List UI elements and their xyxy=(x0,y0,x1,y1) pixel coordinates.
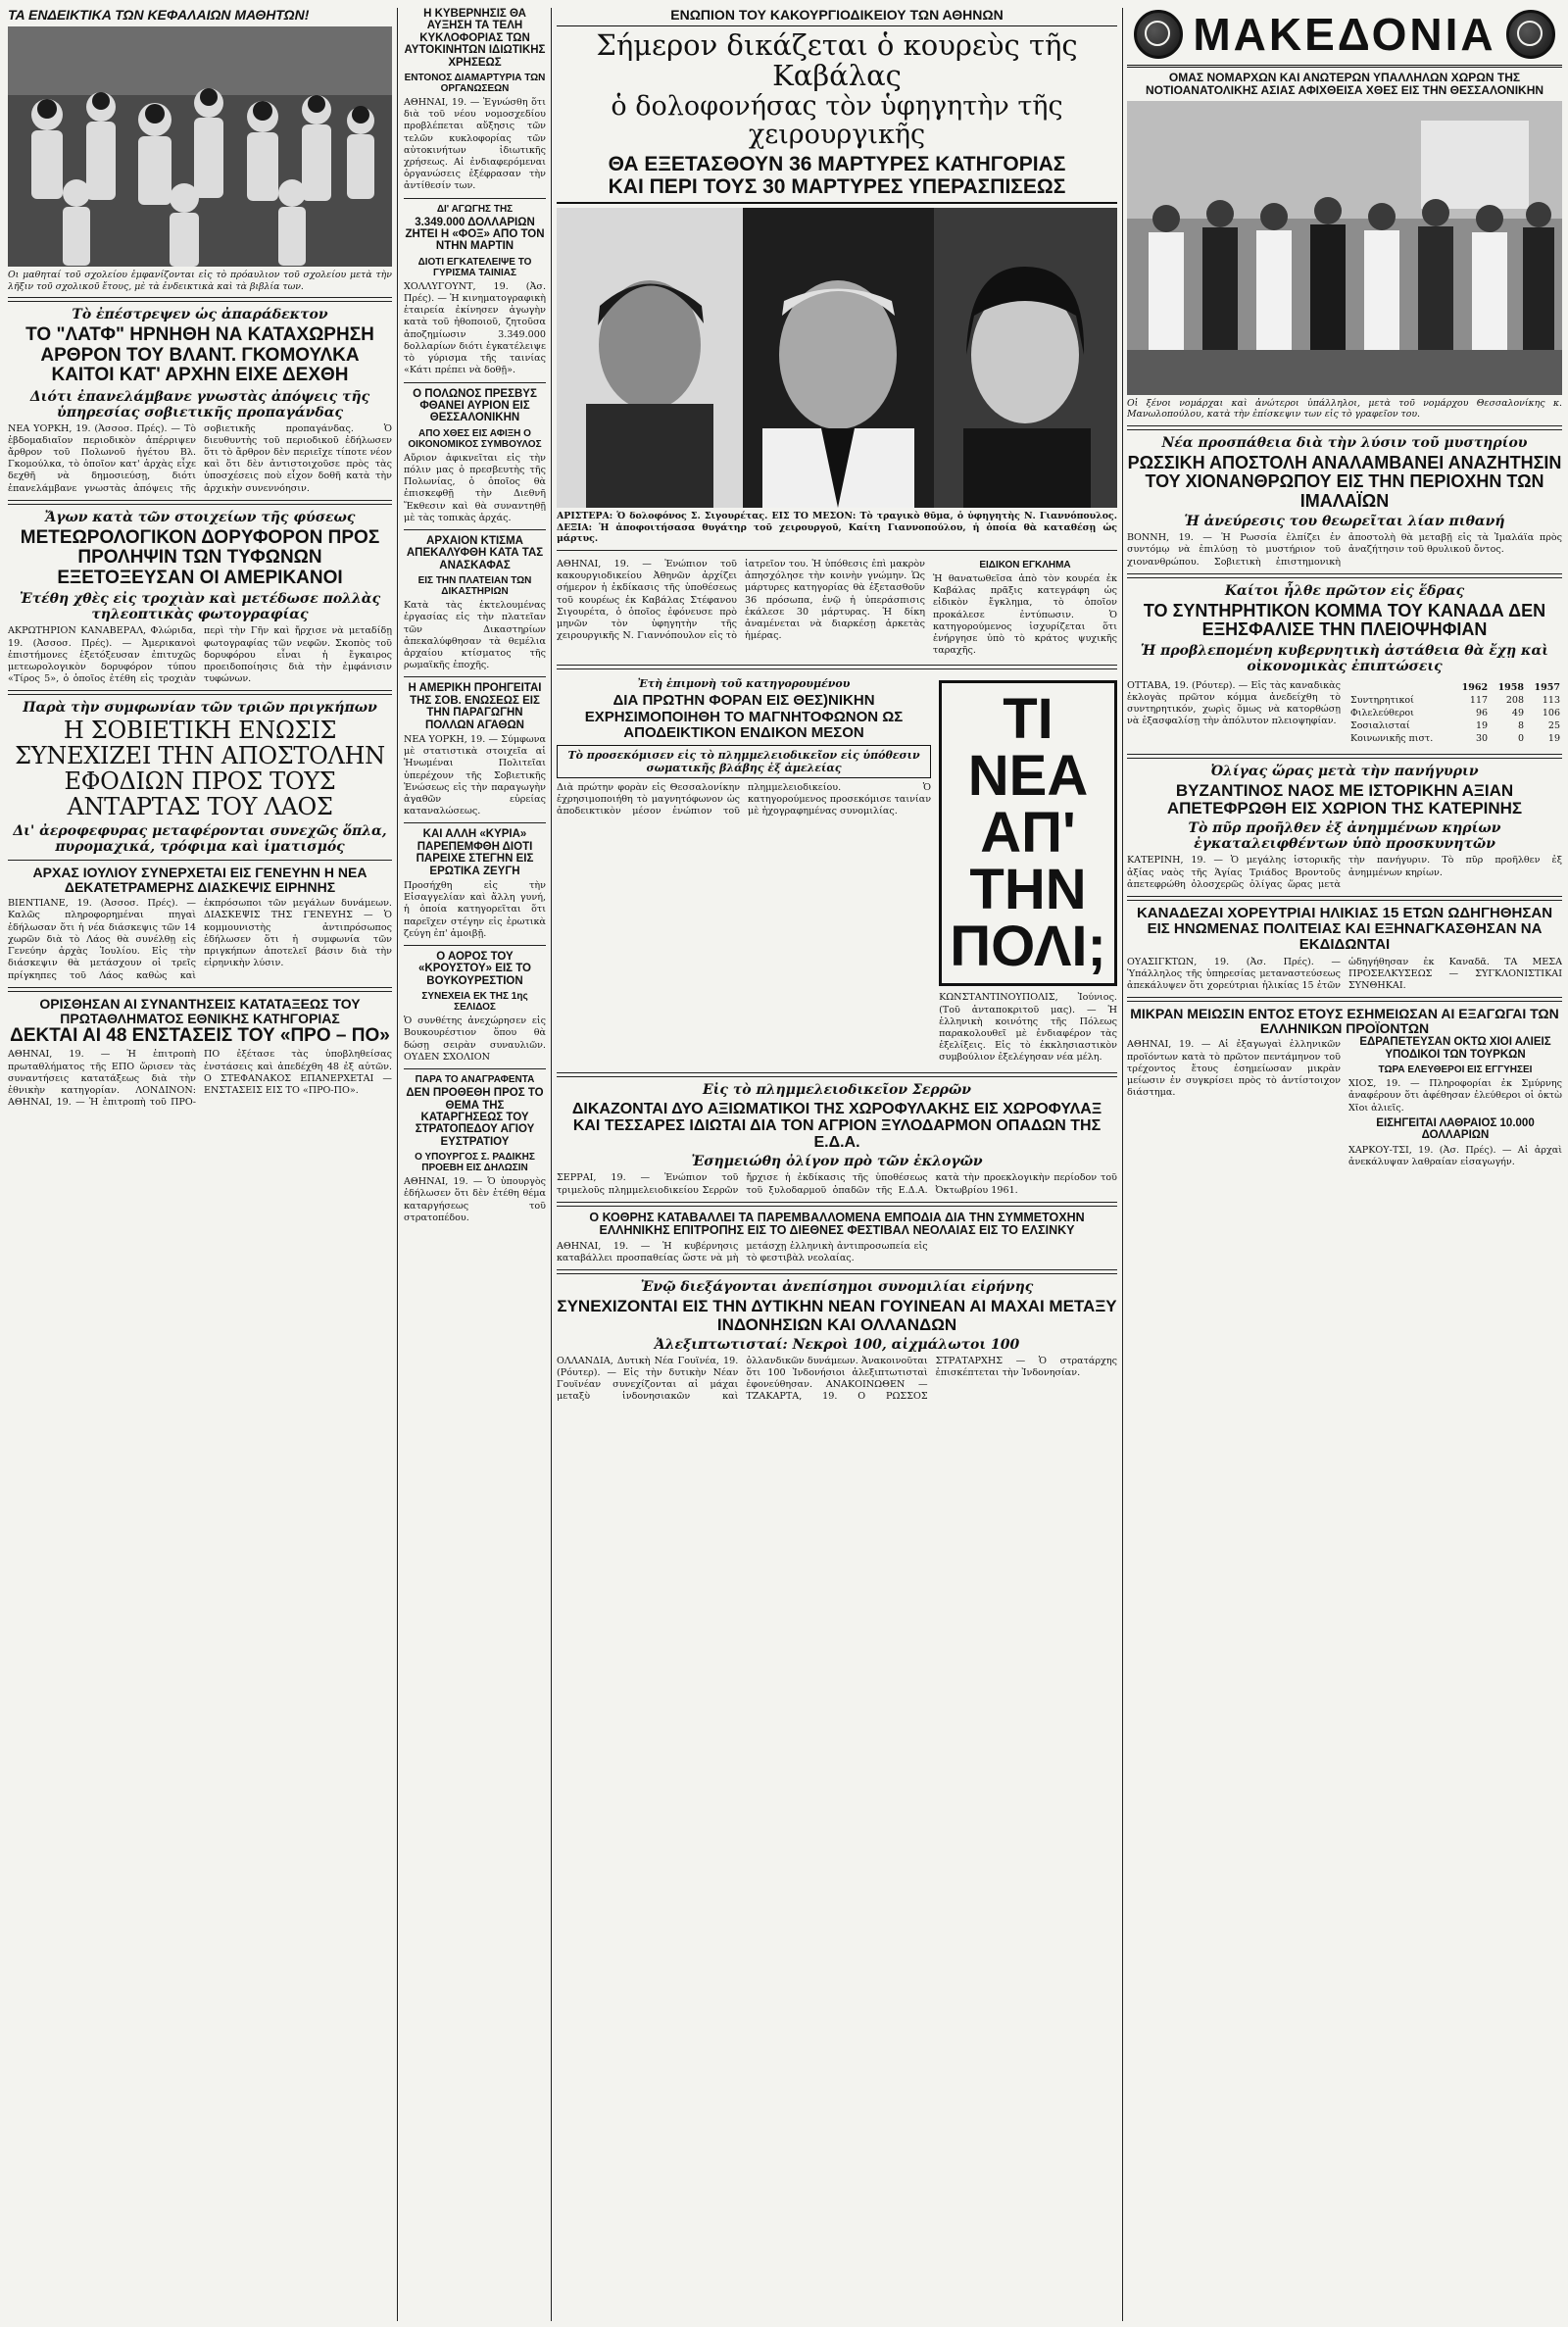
story-headline: ΣΥΝΕΧΙΖΟΝΤΑΙ ΕΙΣ ΤΗΝ ΔΥΤΙΚΗΝ ΝΕΑΝ ΓΟΥΙΝΕΑΝ ΑΙ ΜΑΧΑΙ ΜΕΤΑΞΥ ΙΝΔΟΝΗΣΙΩΝ ΚΑΙ ΟΛΛΑΝΔΩΝ xyxy=(557,1297,1117,1334)
story-body: ΑΘΗΝΑΙ, 19. — Ἡ κυβέρνησις καταβάλλει προσπαθείας ὥστε νὰ μὴ μετάσχῃ ἑλληνικὴ ἀντιπροσωπεία εἰς τὸ φεστιβὰλ νεολαίας. xyxy=(557,1240,928,1263)
story-body: ΒΟΝΝΗ, 19. — Ἡ Ρωσσία ἐλπίζει ἐν συντόμῳ νὰ ἐπιλύσῃ τὸ μυστήριον τοῦ χιονανθρώπου. Σοβιετικὴ ἐπιστημονικὴ ἀποστολὴ θὰ μεταβῇ εἰς τὰ Ἱμαλάϊα πρὸς ἀναζήτησιν τοῦ θρυλικοῦ ὄντος. xyxy=(1127,532,1562,568)
city-news-title: ΤΙ ΝΕΑ ΑΠ' ΤΗΝ ΠΟΛΙ; xyxy=(939,680,1117,986)
photo-caption: Οἱ ξένοι νομάρχαι καὶ ἀνώτεροι ὑπάλληλοι, μετὰ τοῦ νομάρχου Θεσσαλονίκης κ. Μανωλοπούλου, κατὰ τὴν ἐπίσκεψιν των εἰς τὸ γραφεῖον του. xyxy=(1127,397,1562,421)
column-3 xyxy=(557,8,1117,2321)
story-deck: Ἀλεξιπτωτισταί: Νεκροὶ 100, αἰχμάλωτοι 100 xyxy=(654,1336,1020,1353)
lead-kicker: ΕΝΩΠΙΟΝ ΤΟΥ ΚΑΚΟΥΡΓΙΟΔΙΚΕΙΟΥ ΤΩΝ ΑΘΗΝΩΝ xyxy=(557,8,1117,26)
trial-photo xyxy=(557,208,1117,508)
story-subhead: Ἐνῷ διεξάγονται ἀνεπίσημοι συνομιλίαι εἰρήνης xyxy=(640,1279,1034,1296)
divider xyxy=(404,1068,546,1069)
story-body: Ὁ συνθέτης ἀνεχώρησεν εἰς Βουκουρέστιον ὅπου θὰ δώσῃ σειρὰν συναυλιῶν. ΟΥΔΕΝ ΣΧΟΛΙΟΝ xyxy=(404,1015,546,1063)
story-body: ΑΚΡΩΤΗΡΙΟΝ ΚΑΝΑΒΕΡΑΛ, Φλώριδα, 19. (Ἀσσοσ. Πρές). — Ἀμερικανοὶ ἐπιστήμονες ἐξετόξευσαν ἐπιτυχῶς μετεωρολογικὸν δορυφόρον τύπου «Τίρος 5», ὁ ὁποῖος ἐτέθη εἰς τροχιὰν περὶ τὴν Γῆν καὶ ἤρχισε νὰ μεταδίδῃ φωτογραφίας τῶν νεφῶν. Σκοπὸς τοῦ δορυφόρου εἶναι ἡ ἔγκαιρος προειδοποίησις διὰ τὴν ἐμφάνισιν τυφώνων. xyxy=(8,625,392,685)
divider xyxy=(8,860,392,861)
story-deck: Διότι ἐπανελάμβανε γνωστὰς ἀπόψεις τῆς ὑπηρεσίας σοβιετικῆς προπαγάνδας xyxy=(29,388,370,421)
lead-deck: ΘΑ ΕΞΕΤΑΣΘΟΥΝ 36 ΜΑΡΤΥΡΕΣ ΚΑΤΗΓΟΡΙΑΣ xyxy=(608,153,1066,176)
divider xyxy=(8,297,392,302)
story-body: ΟΛΛΑΝΔΙΑ, Δυτικὴ Νέα Γουϊνέα, 19. (Ρόυτερ). — Εἰς τὴν δυτικὴν Νέαν Γουϊνέαν συνεχίζονται αἱ μάχαι μεταξὺ ἰνδονησιακῶν καὶ ὀλλανδικῶν δυνάμεων. Ἀνακοινοῦται ὅτι 100 Ἰνδονήσιοι ἀλεξιπτωτισταὶ ἐφονεύθησαν. ΑΝΑΚΟΙΝΩΘΕΝ — ΤΖΑΚΑΡΤΑ, 19. Ο ΡΩΣΣΟΣ ΣΤΡΑΤΑΡΧΗΣ — Ὁ στρατάρχης ἐπισκέπτεται τὴν Ἰνδονησίαν. xyxy=(557,1355,1117,1403)
story-headline: ΚΑΙ ΑΛΛΗ «ΚΥΡΙΑ» ΠΑΡΕΠΕΜΦΘΗ ΔΙΟΤΙ ΠΑΡΕΙΧΕ ΣΤΕΓΗΝ ΕΙΣ ΕΡΩΤΙΚΑ ΖΕΥΓΗ xyxy=(416,828,534,877)
story-subhead: ΔΙΟΤΙ ΕΓΚΑΤΕΛΕΙΨΕ ΤΟ ΓΥΡΙΣΜΑ ΤΑΙΝΙΑΣ xyxy=(417,256,532,278)
table-row xyxy=(1348,719,1562,732)
column-rule xyxy=(397,8,398,2321)
students-photo-image xyxy=(8,26,392,267)
officials-photo xyxy=(1127,101,1562,395)
photo-caption: Οι μαθηταί τοῦ σχολείου ἐμφανίζονται εἰς τὸ πρόαυλιον τοῦ σχολείου μετὰ τὴν λῆξιν τοῦ σχολικοῦ ἔτους, μὲ τὰ ἐνδεικτικὰ καὶ τὰ βιβλία των. xyxy=(8,270,392,292)
story-headline: ΔΕΝ ΠΡΟΘΕΘΗ ΠΡΟΣ ΤΟ ΘΕΜΑ ΤΗΣ ΚΑΤΑΡΓΗΣΕΩΣ ΤΟΥ ΣΤΡΑΤΟΠΕΔΟΥ ΑΓΙΟΥ ΕΥΣΤΡΑΤΙΟΥ xyxy=(406,1087,544,1148)
story-body: ΟΤΤΑΒΑ, 19. (Ρόυτερ). — Εἰς τὰς καναδικὰς ἐκλογὰς πρῶτον κόμμα ἀνεδείχθη τὸ συντηρητικόν, χωρὶς ὅμως νὰ κατορθώσῃ νὰ ἐξασφαλίσῃ τὴν ἀπόλυτον πλειοψηφίαν. xyxy=(1127,679,1341,727)
story-subhead: ΑΠΟ ΧΘΕΣ ΕΙΣ ΑΦΙΞΗ Ο ΟΙΚΟΝΟΜΙΚΟΣ ΣΥΜΒΟΥΛΟΣ xyxy=(408,427,542,450)
table-cell: Σοσιαλισταί xyxy=(1350,719,1410,731)
story-headline: ΡΩΣΣΙΚΗ ΑΠΟΣΤΟΛΗ ΑΝΑΛΑΜΒΑΝΕΙ ΑΝΑΖΗΤΗΣΙΝ ΤΟΥ ΧΙΟΝΑΝΘΡΩΠΟΥ ΕΙΣ ΤΗΝ ΠΕΡΙΟΧΗΝ ΤΩΝ ΙΜΑΛΑΪΩΝ xyxy=(1127,452,1562,511)
divider xyxy=(404,822,546,823)
table-cell: Φιλελεύθεροι xyxy=(1350,707,1414,718)
story-subhead: ΕΙΔΙΚΟΝ ΕΓΚΛΗΜΑ xyxy=(979,559,1071,570)
table-cell: 19 xyxy=(1547,732,1560,744)
officials-photo-image xyxy=(1127,101,1562,395)
divider xyxy=(557,1269,1117,1274)
masthead xyxy=(1127,8,1562,68)
story-headline: ΤΟ "ΛΑΤΦ" ΗΡΝΗΘΗ ΝΑ ΚΑΤΑΧΩΡΗΣΗ ΑΡΘΡΟΝ ΤΟΥ ΒΛΑΝΤ. ΓΚΟΜΟΥΛΚΑ ΚΑΙΤΟΙ ΚΑΤ' ΑΡΧΗΝ ΕΙΧΕ ΔΕΧΘΗ xyxy=(25,324,374,386)
divider xyxy=(1127,754,1562,759)
divider xyxy=(404,676,546,677)
photo-headline: ΟΜΑΣ ΝΟΜΑΡΧΩΝ ΚΑΙ ΑΝΩΤΕΡΩΝ ΥΠΑΛΛΗΛΩΝ ΧΩΡΩΝ ΤΗΣ ΝΟΤΙΟΑΝΑΤΟΛΙΚΗΣ ΑΣΙΑΣ ΑΦΙΧΘΕΙΣΑ ΧΘΕΣ ΕΙΣ ΤΗΝ ΘΕΣΣΑΛΟΝΙΚΗΝ xyxy=(1145,71,1544,97)
table-cell: 1958 xyxy=(1497,681,1525,693)
story-body: ΑΘΗΝΑΙ, 19. — Αἱ ἐξαγωγαὶ ἑλληνικῶν προϊόντων κατὰ τὸ πρῶτον πεντάμηνον τοῦ τρέχοντος ἔτους ἐσημείωσαν μικρὰν μείωσιν ἐν συγκρίσει πρὸς τὸ ἀντίστοιχον διάστημα. xyxy=(1127,1039,1341,1099)
story-subhead: ΕΝΤΟΝΟΣ ΔΙΑΜΑΡΤΥΡΙΑ ΤΩΝ ΟΡΓΑΝΩΣΕΩΝ xyxy=(404,73,546,95)
canada-story xyxy=(1127,677,1562,749)
story-kicker: ΠΑΡΑ ΤΟ ΑΝΑΓΡΑΦΕΝΤΑ xyxy=(415,1074,535,1086)
divider xyxy=(1127,997,1562,1002)
story-headline: 3.349.000 ΔΟΛΛΑΡΙΩΝ ΖΗΤΕΙ Η «ΦΟΞ» ΑΠΟ ΤΟΝ ΝΤΗΝ ΜΑΡΤΙΝ xyxy=(405,216,545,253)
story-body: ΚΩΝΣΤΑΝΤΙΝΟΥΠΟΛΙΣ, Ἰούνιος. (Τοῦ ἀνταποκριτοῦ μας). — Ἡ ἑλληνικὴ κοινότης τῆς Πόλεως παρακολουθεῖ μὲ ἐνδιαφέρον τὰς ἐξελίξεις. Εἰς τὸ ἐκκλησιαστικὸν συμβούλιον ἐξελέγησαν νέα μέλη. xyxy=(939,992,1117,1064)
story-body: ΑΘΗΝΑΙ, 19. — Ὁ ὑπουργὸς ἐδήλωσεν ὅτι δὲν ἐτέθη θέμα καταργήσεως τοῦ στρατοπέδου. xyxy=(404,1176,546,1223)
story-body: ΑΘΗΝΑΙ, 19. — Ἡ ἐπιτροπὴ πρωταθλήματος τῆς ΕΠΟ ὥρισεν τὰς συναντήσεις κατατάξεως διὰ τὴν ἐθνικὴν κατηγορίαν. ΛΟΝΔΙΝΟΝ: ΑΘΗΝΑΙ, 19. — Ἡ ἐπιτροπὴ τοῦ ΠΡΟ-ΠΟ ἐξέτασε τὰς ὑποβληθείσας ἐνστάσεις καὶ ἀπεδέχθη 48 ἐξ αὐτῶν. Ο ΣΤΕΦΑΝΑΚΟΣ ΕΠΑΝΕΡΧΕΤΑΙ — ΕΝΣΤΑΣΕΙΣ ΕΙΣ ΤΟ «ΠΡΟ-ΠΟ». xyxy=(8,1049,392,1109)
table-cell: Συντηρητικοί xyxy=(1350,694,1414,706)
story-deck: Ἡ προβλεπομένη κυβερνητικὴ ἀστάθεια θὰ ἔχῃ καὶ οἰκονομικὰς ἐπιπτώσεις xyxy=(1140,642,1549,674)
divider xyxy=(404,382,546,383)
divider xyxy=(557,1202,1117,1207)
lower-block xyxy=(557,674,1117,1066)
table-row xyxy=(1348,694,1562,707)
table-row xyxy=(1348,732,1562,745)
photo-headline: ΤΑ ΕΝΔΕΙΚΤΙΚΑ ΤΩΝ ΚΕΦΑΛΑΙΩΝ ΜΑΘΗΤΩΝ! xyxy=(8,8,310,23)
story-headline: ΑΡΧΑΙΟΝ ΚΤΙΣΜΑ ΑΠΕΚΑΛΥΦΘΗ ΚΑΤΑ ΤΑΣ ΑΝΑΣΚΑΦΑΣ xyxy=(406,534,544,571)
globe-logo-icon xyxy=(1506,10,1555,59)
story-subhead: Ὀλίγας ὥρας μετὰ τὴν πανήγυριν xyxy=(1210,763,1479,779)
table-header-row xyxy=(1348,681,1562,694)
table-cell: 0 xyxy=(1517,732,1525,744)
story-headline: ΑΡΧΑΣ ΙΟΥΛΙΟΥ ΣΥΝΕΡΧΕΤΑΙ ΕΙΣ ΓΕΝΕΥΗΝ Η ΝΕΑ ΔΕΚΑΤΕΤΡΑΜΕΡΗΣ ΔΙΑΣΚΕΨΙΣ ΕΙΡΗΝΗΣ xyxy=(32,865,368,896)
story-headline-2: ΔΕΚΤΑΙ ΑΙ 48 ΕΝΣΤΑΣΕΙΣ ΤΟΥ «ΠΡΟ – ΠΟ» xyxy=(10,1024,390,1046)
table-cell: 8 xyxy=(1517,719,1525,731)
story-headline: ΕΙΣΗΓΕΙΤΑΙ ΛΑΘΡΑΙΟΣ 10.000 ΔΟΛΛΑΡΙΩΝ xyxy=(1376,1116,1535,1142)
tape-story xyxy=(557,674,931,1066)
story-subhead: Τὸ ἐπέστρεψεν ὡς ἀπαράδεκτον xyxy=(72,307,328,323)
story-kicker: ΔΙ' ΑΓΩΓΗΣ ΤΗΣ xyxy=(436,203,514,215)
divider xyxy=(1127,425,1562,430)
trade-block xyxy=(1127,1036,1562,1171)
story-headline: Ο ΑΟΡΟΣ ΤΟΥ «ΚΡΟΥΣΤΟΥ» ΕΙΣ ΤΟ ΒΟΥΚΟΥΡΕΣΤΙΟΝ xyxy=(418,951,531,987)
lead-headline-2: ὁ δολοφονήσας τὸν ὑφηγητὴν τῆς χειρουργικῆς xyxy=(611,90,1063,150)
table-cell: 25 xyxy=(1547,719,1560,731)
divider xyxy=(1127,896,1562,901)
story-headline: Η ΑΜΕΡΙΚΗ ΠΡΟΗΓΕΙΤΑΙ ΤΗΣ ΣΟΒ. ΕΝΩΣΕΩΣ ΕΙΣ ΤΗΝ ΠΑΡΑΓΩΓΗΝ ΠΟΛΛΩΝ ΑΓΑΘΩΝ xyxy=(408,682,542,731)
story-subhead: ΕΙΣ ΤΗΝ ΠΛΑΤΕΙΑΝ ΤΩΝ ΔΙΚΑΣΤΗΡΙΩΝ xyxy=(417,575,532,598)
photo-caption: ΑΡΙΣΤΕΡΑ: Ὁ δολοφόνος Σ. Σιγουρέτας. ΕΙΣ ΤΟ ΜΕΣΟΝ: Τὸ τραγικὸ θῦμα, ὁ ὑφηγητὴς Ν. Γιαννόπουλος. ΔΕΞΙΑ: Ἡ ἀποφοιτήσασα θυγάτηρ τοῦ χειρουργοῦ, Καίτη Γιαννοπούλου, ἡ ὁποία θὰ καταθέσῃ ὡς μάρτυς. xyxy=(557,511,1117,545)
table-cell: 1957 xyxy=(1534,681,1560,693)
table-cell: 113 xyxy=(1542,694,1560,706)
story-deck: Ἐτέθη χθὲς εἰς τροχιὰν καὶ μετέδωσε πολλὰς τηλεοπτικὰς φωτογραφίας xyxy=(19,591,381,623)
story-headline: ΜΕΤΕΩΡΟΛΟΓΙΚΟΝ ΔΟΡΥΦΟΡΟΝ ΠΡΟΣ ΠΡΟΛΗΨΙΝ ΤΩΝ ΤΥΦΩΝΩΝ ΕΞΕΤΟΞΕΥΣΑΝ ΟΙ ΑΜΕΡΙΚΑΝΟΙ xyxy=(20,526,380,588)
story-body: Κατὰ τὰς ἐκτελουμένας ἐργασίας εἰς τὴν πλατεῖαν τῶν Δικαστηρίων ἀπεκαλύφθησαν τὰ θεμέλια ἀρχαίου κτίσματος τῆς ρωμαϊκῆς ἐποχῆς. xyxy=(404,600,546,671)
story-body: ΝΕΑ ΥΟΡΚΗ, 19. — Σύμφωνα μὲ στατιστικὰ στοιχεῖα αἱ Ἡνωμέναι Πολιτεῖαι ὑπερέχουν τῆς Σοβιετικῆς Ἑνώσεως εἰς τὴν παραγωγὴν ἀγαθῶν εὐρείας καταναλώσεως. xyxy=(404,734,546,817)
story-subhead: ΤΩΡΑ ΕΛΕΥΘΕΡΟΙ ΕΙΣ ΕΓΓΥΗΣΕΙ xyxy=(1378,1064,1533,1076)
divider xyxy=(8,987,392,992)
students-photo xyxy=(8,26,392,267)
table-cell: 19 xyxy=(1475,719,1489,731)
story-body: ΚΑΤΕΡΙΝΗ, 19. — Ὁ μεγάλης ἱστορικῆς ἀξίας ναὸς τῆς Ἁγίας Τριάδος Βροντοῦς ἀπετεφρώθη ὀλοσχερῶς ὀλίγας ὥρας μετὰ τὴν πανήγυριν. Τὸ πῦρ προῆλθεν ἐξ ἀνημμένων κηρίων. xyxy=(1127,855,1562,890)
story-body: Προσήχθη εἰς τὴν Εἰσαγγελίαν καὶ ἄλλη γυνή, ἡ ὁποία κατηγορεῖται ὅτι παρεῖχεν στέγην εἰς ἐρωτικὰ ζεύγη ἐπ' ἀμοιβῇ. xyxy=(404,880,546,939)
story-body: Διὰ πρώτην φορὰν εἰς Θεσσαλονίκην ἐχρησιμοποιήθη τὸ μαγνητόφωνον ὡς ἀποδεικτικὸν μέσον ἐνώπιον τοῦ πλημμελειοδικείου. Ὁ κατηγορούμενος προσεκόμισε ταινίαν μὲ ἠχογραφημένας συνομιλίας. xyxy=(557,781,932,817)
story-subhead: Ο ΥΠΟΥΡΓΟΣ Σ. ΡΑΔΙΚΗΣ ΠΡΟΕΒΗ ΕΙΣ ΔΗΛΩΣΙΝ xyxy=(415,1152,535,1174)
story-deck: Τὸ πῦρ προῆλθεν ἐξ ἀνημμένων κηρίων ἐγκαταλειφθέντων ὑπὸ προσκυνητῶν xyxy=(1188,820,1501,853)
lead-headline: Σήμερον δικάζεται ὁ κουρεὺς τῆς Καβάλας xyxy=(596,28,1078,93)
divider xyxy=(8,500,392,505)
story-subhead: Καίτοι ἦλθε πρῶτον εἰς ἕδρας xyxy=(1224,582,1465,599)
trial-photo-image xyxy=(557,208,1117,508)
divider xyxy=(1127,573,1562,578)
divider xyxy=(557,665,1117,669)
story-body: ΑΘΗΝΑΙ, 19. — Ἐνώπιον τοῦ κακουργιοδικείου Ἀθηνῶν ἀρχίζει σήμερον ἡ ἐκδίκασις τῆς ὑποθέσεως τοῦ κουρέως ἐκ Καβάλας Στέφανου Σιγουρέτα, ὁ ὁποῖος ἐφόνευσε πρὸ μηνῶν τὸν ὑφηγητὴν τῆς χειρουργικῆς Ν. Γιαννόπουλον εἰς τὸ ἰατρεῖον του. Ἡ ὑπόθεσις ἐπὶ μακρὸν ἀπησχόλησε τὴν κοινὴν γνώμην. Ὡς μάρτυρες κατηγορίας θὰ ἐξετασθοῦν 36 πρόσωπα, ἐνῷ ἡ ὑπεράσπισις ἐκάλεσε 30 μάρτυρας. Ἡ δίκη ἀναμένεται νὰ διαρκέσῃ ἀρκετὰς ἡμέρας. xyxy=(557,558,925,642)
table-cell xyxy=(1348,681,1453,694)
story-deck: Δι' ἀεροφεφυρας μεταφέρονται συνεχῶς ὅπλα, πυρομαχικά, τρόφιμα καὶ ἱματισμός xyxy=(13,823,387,856)
story-headline: ΒΥΖΑΝΤΙΝΟΣ ΝΑΟΣ ΜΕ ΙΣΤΟΡΙΚΗΝ ΑΞΙΑΝ ΑΠΕΤΕΦΡΩΘΗ ΕΙΣ ΧΩΡΙΟΝ ΤΗΣ ΚΑΤΕΡΙΝΗΣ xyxy=(1166,780,1523,818)
story-subhead: Νέα προσπάθεια διὰ τὴν λύσιν τοῦ μυστηρίου xyxy=(1161,434,1528,451)
story-headline: ΔΙΑ ΠΡΩΤΗΝ ΦΟΡΑΝ ΕΙΣ ΘΕΣ)ΝΙΚΗΝ ΕΧΡΗΣΙΜΟΠΟΙΗΘΗ ΤΟ ΜΑΓΝΗΤΟΦΩΝΟΝ ΩΣ ΑΠΟΔΕΙΚΤΙΚΟΝ ΕΝΔΙΚΟΝ ΜΕΣΟΝ xyxy=(584,692,904,741)
story-headline: Ο ΠΟΛΩΝΟΣ ΠΡΕΣΒΥΣ ΦΘΑΝΕΙ ΑΥΡΙΟΝ ΕΙΣ ΘΕΣΣΑΛΟΝΙΚΗΝ xyxy=(413,387,537,424)
story-body: ΧΙΟΣ, 19. — Πληροφορίαι ἐκ Σμύρνης ἀναφέρουν ὅτι ἀφέθησαν ἐλεύθεροι οἱ ὀκτὼ Χῖοι ἁλιεῖς. xyxy=(1348,1078,1562,1114)
table-cell: Κοινωνικῆς πιστ. xyxy=(1350,732,1434,744)
story-subhead: Ἄγων κατὰ τῶν στοιχείων τῆς φύσεως xyxy=(44,509,356,525)
divider xyxy=(8,690,392,695)
table-cell: 208 xyxy=(1505,694,1525,706)
story-deck: Ἡ ἀνεύρεσις του θεωρεῖται λίαν πιθανή xyxy=(1184,514,1505,530)
lead-story xyxy=(557,556,1117,660)
story-headline: ΚΑΝΑΔΕΖΑΙ ΧΟΡΕΥΤΡΙΑΙ ΗΛΙΚΙΑΣ 15 ΕΤΩΝ ΩΔΗΓΗΘΗΣΑΝ ΕΙΣ ΗΝΩΜΕΝΑΣ ΠΟΛΙΤΕΙΑΣ ΚΑΙ ΕΞΗΝΑΓΚΑΣΘΗΣΑΝ ΝΑ ΕΚΔΙΔΩΝΤΑΙ xyxy=(1136,905,1553,954)
column-1 xyxy=(8,8,392,2321)
city-news-box xyxy=(939,674,1117,1066)
divider xyxy=(404,945,546,946)
table-cell: 30 xyxy=(1475,732,1489,744)
story-body: ΧΟΛΛΥΓΟΥΝΤ, 19. (Ἀσ. Πρές). — Ἡ κινηματογραφικὴ ἑταιρεία ἐκίνησεν ἀγωγὴν κατὰ τοῦ ἠθοποιοῦ, ζητοῦσα ἀποζημίωσιν 3.349.000 δολλαρίων διότι ἐγκατέλειψε τὸ γύρισμα τῆς ταινίας «Κάτι πρέπει νὰ δοθῇ». xyxy=(404,280,546,376)
story-headline: Η ΣΟΒΙΕΤΙΚΗ ΕΝΩΣΙΣ ΣΥΝΕΧΙΖΕΙ ΤΗΝ ΑΠΟΣΤΟΛΗΝ ΕΦΟΔΙΩΝ ΠΡΟΣ ΤΟΥΣ ΑΝΤΑΡΤΑΣ ΤΟΥ ΛΑΟΣ xyxy=(15,717,385,821)
story-body: ΝΕΑ ΥΟΡΚΗ, 19. (Ἀσσοσ. Πρές). — Τὸ ἑβδομαδιαῖον περιοδικὸν ἀπέρριψεν ἄρθρον τοῦ Πολωνοῦ ἡγέτου Βλ. Γκομούλκα, τὸ ὁποῖον κατ' ἀρχὰς εἶχε δεχθῆ νὰ δημοσιεύσῃ, διότι ἐπανελάμβανε γνωστὰς ἀπόψεις τῆς σοβιετικῆς προπαγάνδας. Ὁ διευθυντὴς τοῦ περιοδικοῦ ἐδήλωσεν ὅτι τὸ ἄρθρον δὲν περιεῖχε τίποτε νέον καὶ ὅτι δὲν ἀντιστοιχοῦσε πρὸς τὰς ὑποσχέσεις ποὺ εἶχον δοθῆ κατὰ τὴν ἀρχικὴν συνεννόησιν. xyxy=(8,422,392,494)
chios-story xyxy=(1348,1036,1562,1171)
column-2 xyxy=(404,8,546,2321)
table-cell: 96 xyxy=(1475,707,1489,718)
story-body: Αὔριον ἀφικνεῖται εἰς τὴν πόλιν μας ὁ πρεσβευτὴς τῆς Πολωνίας, ὁ ὁποῖος θὰ ἐπισκεφθῇ τὴν Διεθνῆ Ἔκθεσιν καὶ θὰ συναντηθῇ μὲ τὰς τοπικὰς ἀρχάς. xyxy=(404,452,546,523)
story-headline: Η ΚΥΒΕΡΝΗΣΙΣ ΘΑ ΑΥΞΗΣΗ ΤΑ ΤΕΛΗ ΚΥΚΛΟΦΟΡΙΑΣ ΤΩΝ ΑΥΤΟΚΙΝΗΤΩΝ ΙΔΙΩΤΙΚΗΣ ΧΡΗΣΕΩΣ xyxy=(404,8,546,69)
table-cell: 1962 xyxy=(1461,681,1489,693)
story-headline: ΜΙΚΡΑΝ ΜΕΙΩΣΙΝ ΕΝΤΟΣ ΕΤΟΥΣ ΕΣΗΜΕΙΩΣΑΝ ΑΙ ΕΞΑΓΩΓΑΙ ΤΩΝ ΕΛΛΗΝΙΚΩΝ ΠΡΟΪΟΝΤΩΝ xyxy=(1130,1006,1559,1037)
column-4 xyxy=(1127,8,1562,2321)
sidebar-box xyxy=(933,556,1117,660)
story-body: ΑΘΗΝΑΙ, 19. — Ἐγνώσθη ὅτι διὰ τοῦ νέου νομοσχεδίου προβλέπεται αὔξησις τῶν τελῶν κυκλοφορίας τῶν αὐτοκινήτων ἰδιωτικῆς χρήσεως. Αἱ ἐνδιαφερόμεναι ὀργανώσεις ἐξέφρασαν τὴν ἀντίθεσίν των. xyxy=(404,97,546,192)
table-cell: 49 xyxy=(1511,707,1525,718)
masthead-title: ΜΑΚΕΔΟΝΙΑ xyxy=(1193,9,1496,60)
story-headline: Ο ΚΟΘΡΗΣ ΚΑΤΑΒΑΛΛΕΙ ΤΑ ΠΑΡΕΜΒΑΛΛΟΜΕΝΑ ΕΜΠΟΔΙΑ ΔΙΑ ΤΗΝ ΣΥΜΜΕΤΟΧΗΝ ΕΛΛΗΝΙΚΗΣ ΕΠΙΤΡΟΠΗΣ ΕΙΣ ΤΟ ΔΙΕΘΝΕΣ ΦΕΣΤΙΒΑΛ ΝΕΟΛΑΙΑΣ ΕΙΣ ΤΟ ΕΛΣΙΝΚΥ xyxy=(589,1210,1085,1238)
table-row xyxy=(1348,707,1562,719)
story-body: ΧΑΡΚΟΥ-ΤΣΙ, 19. (Ἀσ. Πρές). — Αἱ ἀρχαὶ ἀνεκάλυψαν λαθραίαν εἰσαγωγήν. xyxy=(1348,1144,1562,1167)
divider xyxy=(404,529,546,530)
table-cell: 117 xyxy=(1469,694,1489,706)
story-deck: Τὸ προσεκόμισεν εἰς τὸ πλημμελειοδικεῖον εἰς ὑπόθεσιν σωματικῆς βλάβης ἐξ ἀμελείας xyxy=(557,745,931,778)
story-body: ΣΕΡΡΑΙ, 19. — Ἐνώπιον τοῦ τριμελοῦς πλημμελειοδικείου Σερρῶν ἤρχισε ἡ ἐκδίκασις τῆς ὑποθέσεως τοῦ ξυλοδαρμοῦ ὀπαδῶν τῆς Ε.Δ.Α. κατὰ τὴν προεκλογικὴν περίοδον τοῦ Ὀκτωβρίου 1961. xyxy=(557,1172,1117,1196)
story-headline: ΟΡΙΣΘΗΣΑΝ ΑΙ ΣΥΝΑΝΤΗΣΕΙΣ ΚΑΤΑΤΑΞΕΩΣ ΤΟΥ ΠΡΩΤΑΘΛΗΜΑΤΟΣ ΕΘΝΙΚΗΣ ΚΑΤΗΓΟΡΙΑΣ xyxy=(39,995,361,1026)
story-headline: ΔΙΚΑΖΟΝΤΑΙ ΔΥΟ ΑΞΙΩΜΑΤΙΚΟΙ ΤΗΣ ΧΩΡΟΦΥΛΑΚΗΣ ΕΙΣ ΧΩΡΟΦΥΛΑΞ ΚΑΙ ΤΕΣΣΑΡΕΣ ΙΔΙΩΤΑΙ ΔΙΑ ΤΟΝ ΑΓΡΙΟΝ ΞΥΛΟΔΑΡΜΟΝ ΟΠΑΔΩΝ ΤΗΣ Ε.Δ.Α. xyxy=(571,1100,1102,1152)
story-subhead: Ἐτὴ ἐπιμονὴ τοῦ κατηγορουμένου xyxy=(637,677,851,691)
story-subhead: Εἰς τὸ πλημμελειοδικεῖον Σερρῶν xyxy=(702,1081,972,1098)
divider xyxy=(557,550,1117,551)
table-cell: 106 xyxy=(1542,707,1560,718)
globe-logo-icon xyxy=(1134,10,1183,59)
divider xyxy=(557,1072,1117,1077)
story-subhead: Παρὰ τὴν συμφωνίαν τῶν τριῶν πριγκήπων xyxy=(23,700,377,717)
column-rule xyxy=(551,8,552,2321)
story-headline: ΤΟ ΣΥΝΤΗΡΗΤΙΚΟΝ ΚΟΜΜΑ ΤΟΥ ΚΑΝΑΔΑ ΔΕΝ ΕΞΗΣΦΑΛΙΣΕ ΤΗΝ ΠΛΕΙΟΨΗΦΙΑΝ xyxy=(1143,600,1546,640)
story-body: Ἡ θανατωθεῖσα ἀπὸ τὸν κουρέα ἐκ Καβάλας πρᾶξις κατεγράφη ὡς εἰδικὸν ἔγκλημα, τὸ ὁποῖον προκάλεσε ἐντύπωσιν. Ὁ κατηγορούμενος ἰσχυρίζεται ὅτι ἐνήργησε ὑπὸ τὸ κράτος ψυχικῆς ταραχῆς. xyxy=(933,572,1117,657)
story-headline: ΕΔΡΑΠΕΤΕΥΣΑΝ ΟΚΤΩ ΧΙΟΙ ΑΛΙΕΙΣ ΥΠΟΔΙΚΟΙ ΤΩΝ ΤΟΥΡΚΩΝ xyxy=(1359,1036,1551,1061)
election-results-table xyxy=(1348,681,1562,745)
lead-deck-2: ΚΑΙ ΠΕΡΙ ΤΟΥΣ 30 ΜΑΡΤΥΡΕΣ ΥΠΕΡΑΣΠΙΣΕΩΣ xyxy=(557,176,1117,205)
column-rule xyxy=(1122,8,1123,2321)
story-body: ΟΥΑΣΙΓΚΤΩΝ, 19. (Ἀσ. Πρές). — Ὑπάλληλος τῆς ὑπηρεσίας μεταναστεύσεως ἀπεκάλυψεν ὅτι χορεύτριαι ἡλικίας 15 ἐτῶν ὡδηγήθησαν ἐκ Καναδᾶ. ΤΑ ΜΕΣΑ ΠΡΟΣΕΛΚΥΣΕΩΣ — ΣΥΓΚΛΟΝΙΣΤΙΚΑΙ ΣΥΝΘΗΚΑΙ. xyxy=(1127,956,1562,991)
story-subhead: ΣΥΝΕΧΕΙΑ ΕΚ ΤΗΣ 1ης ΣΕΛΙΔΟΣ xyxy=(421,991,528,1014)
story-body: ΒΙΕΝΤΙΑΝΕ, 19. (Ἀσσοσ. Πρές). — Καλῶς πληροφορημέναι πηγαὶ ἐδήλωσαν ὅτι ἡ νέα διάσκεψις τῶν 14 χωρῶν διὰ τὸ Λάος θὰ συνέλθῃ εἰς Γενεύην ἀρχὰς Ἰουλίου. Εἰς τὴν διάσκεψιν θὰ μετάσχουν οἱ τρεῖς πρίγκηπες τοῦ Λάος καθὼς καὶ ἐκπρόσωποι τῶν μεγάλων δυνάμεων. ΔΙΑΣΚΕΨΙΣ ΤΗΣ ΓΕΝΕΥΗΣ — Ὁ κομμουνιστὴς ἀντιπρόσωπος ἐδήλωσεν ὅτι ἡ συμφωνία τῶν πριγκήπων ἀποτελεῖ βάσιν διὰ τὴν εἰρηνικὴν λύσιν. xyxy=(8,898,392,981)
divider xyxy=(404,198,546,199)
story-deck: Ἐσημειώθη ὀλίγον πρὸ τῶν ἐκλογῶν xyxy=(691,1154,983,1170)
